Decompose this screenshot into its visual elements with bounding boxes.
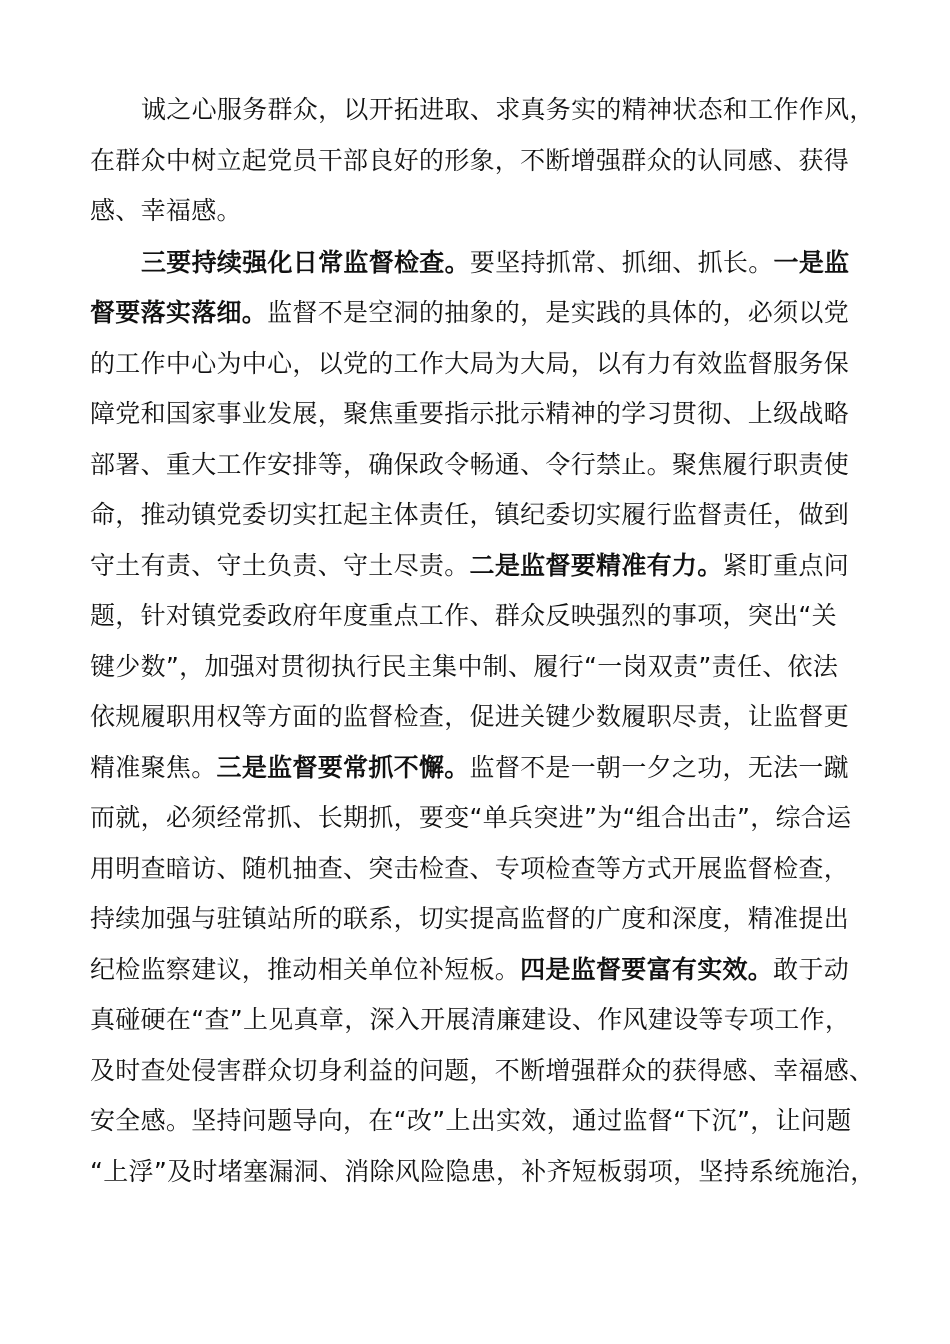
- document-page: [90, 85, 880, 1197]
- text-line: 真碰硬在“查”上见真章，深入开展清廉建设、作风建设等专项工作，: [90, 1005, 851, 1034]
- text-line: 命，推动镇党委切实扛起主体责任，镇纪委切实履行监督责任，做到: [90, 500, 850, 529]
- text-run: 纪检监察建议，推动相关单位补短板。: [90, 954, 521, 984]
- text-line: 题，针对镇党委政府年度重点工作、群众反映强烈的事项，突出“关: [90, 601, 837, 630]
- text-line: 键少数”，加强对贯彻执行民主集中制、履行“一岗双责”责任、依法: [90, 651, 839, 681]
- text-run: 紧盯重点问: [722, 550, 850, 580]
- text-line: [90, 541, 880, 592]
- text-line: 而就，必须经常抓、长期抓，要变“单兵突进”为“组合出击”，综合运: [90, 803, 852, 832]
- text-line: 在群众中树立起党员干部良好的形象，不断增强群众的认同感、获得: [90, 145, 850, 175]
- text-line: 依规履职用权等方面的监督检查，促进关键少数履职尽责，让监督更: [90, 702, 850, 731]
- text-line: [90, 238, 880, 289]
- paragraph-1: [90, 85, 880, 237]
- text-run: 监督不是一朝一夕之功，无法一蹴: [469, 752, 850, 782]
- text-line: [90, 945, 880, 996]
- text-line: 的工作中心为中心，以党的工作大局为大局，以有力有效监督服务保: [90, 348, 850, 378]
- text-line: 用明查暗访、随机抽查、突击检查、专项检查等方式开展监督检查，: [90, 853, 850, 883]
- text-line: 诚之心服务群众，以开拓进取、求真务实的精神状态和工作作风，: [141, 95, 875, 124]
- text-run: 敢于动: [773, 954, 850, 984]
- paragraph-2: [90, 238, 880, 1198]
- bold-heading: 三要持续强化日常监督检查。: [141, 247, 470, 277]
- text-line: 感、幸福感。: [90, 196, 242, 225]
- text-run: 精准聚焦。: [90, 752, 217, 782]
- text-line: 及时查处侵害群众切身利益的问题，不断增强群众的获得感、幸福感、: [90, 1055, 875, 1085]
- bold-heading: 一是监: [773, 247, 850, 277]
- text-line: [90, 743, 880, 794]
- text-line: [90, 288, 880, 339]
- bold-heading: 二是监督要精准有力。: [469, 550, 723, 580]
- text-run: 守土有责、守土负责、守土尽责。: [90, 550, 470, 580]
- text-run: 监督不是空洞的抽象的，是实践的具体的，必须以党: [267, 298, 850, 327]
- bold-heading: 三是监督要常抓不懈。: [216, 752, 470, 782]
- text-run: 要坚持抓常、抓细、抓长。: [469, 247, 774, 277]
- bold-heading: 四是监督要富有实效。: [520, 954, 774, 984]
- text-line: 安全感。坚持问题导向，在“改”上出实效，通过监督“下沉”，让问题: [90, 1106, 852, 1135]
- text-line: 部署、重大工作安排等，确保政令畅通、令行禁止。聚焦履行职责使: [90, 449, 850, 479]
- text-line: 持续加强与驻镇站所的联系，切实提高监督的广度和深度，精准提出: [90, 904, 850, 933]
- text-line: “上浮”及时堵塞漏洞、消除风险隐患，补齐短板弱项，坚持系统施治，: [90, 1156, 876, 1186]
- text-line: 障党和国家事业发展，聚焦重要指示批示精神的学习贯彻、上级战略: [90, 399, 850, 428]
- bold-heading: 督要落实落细。: [90, 298, 268, 327]
